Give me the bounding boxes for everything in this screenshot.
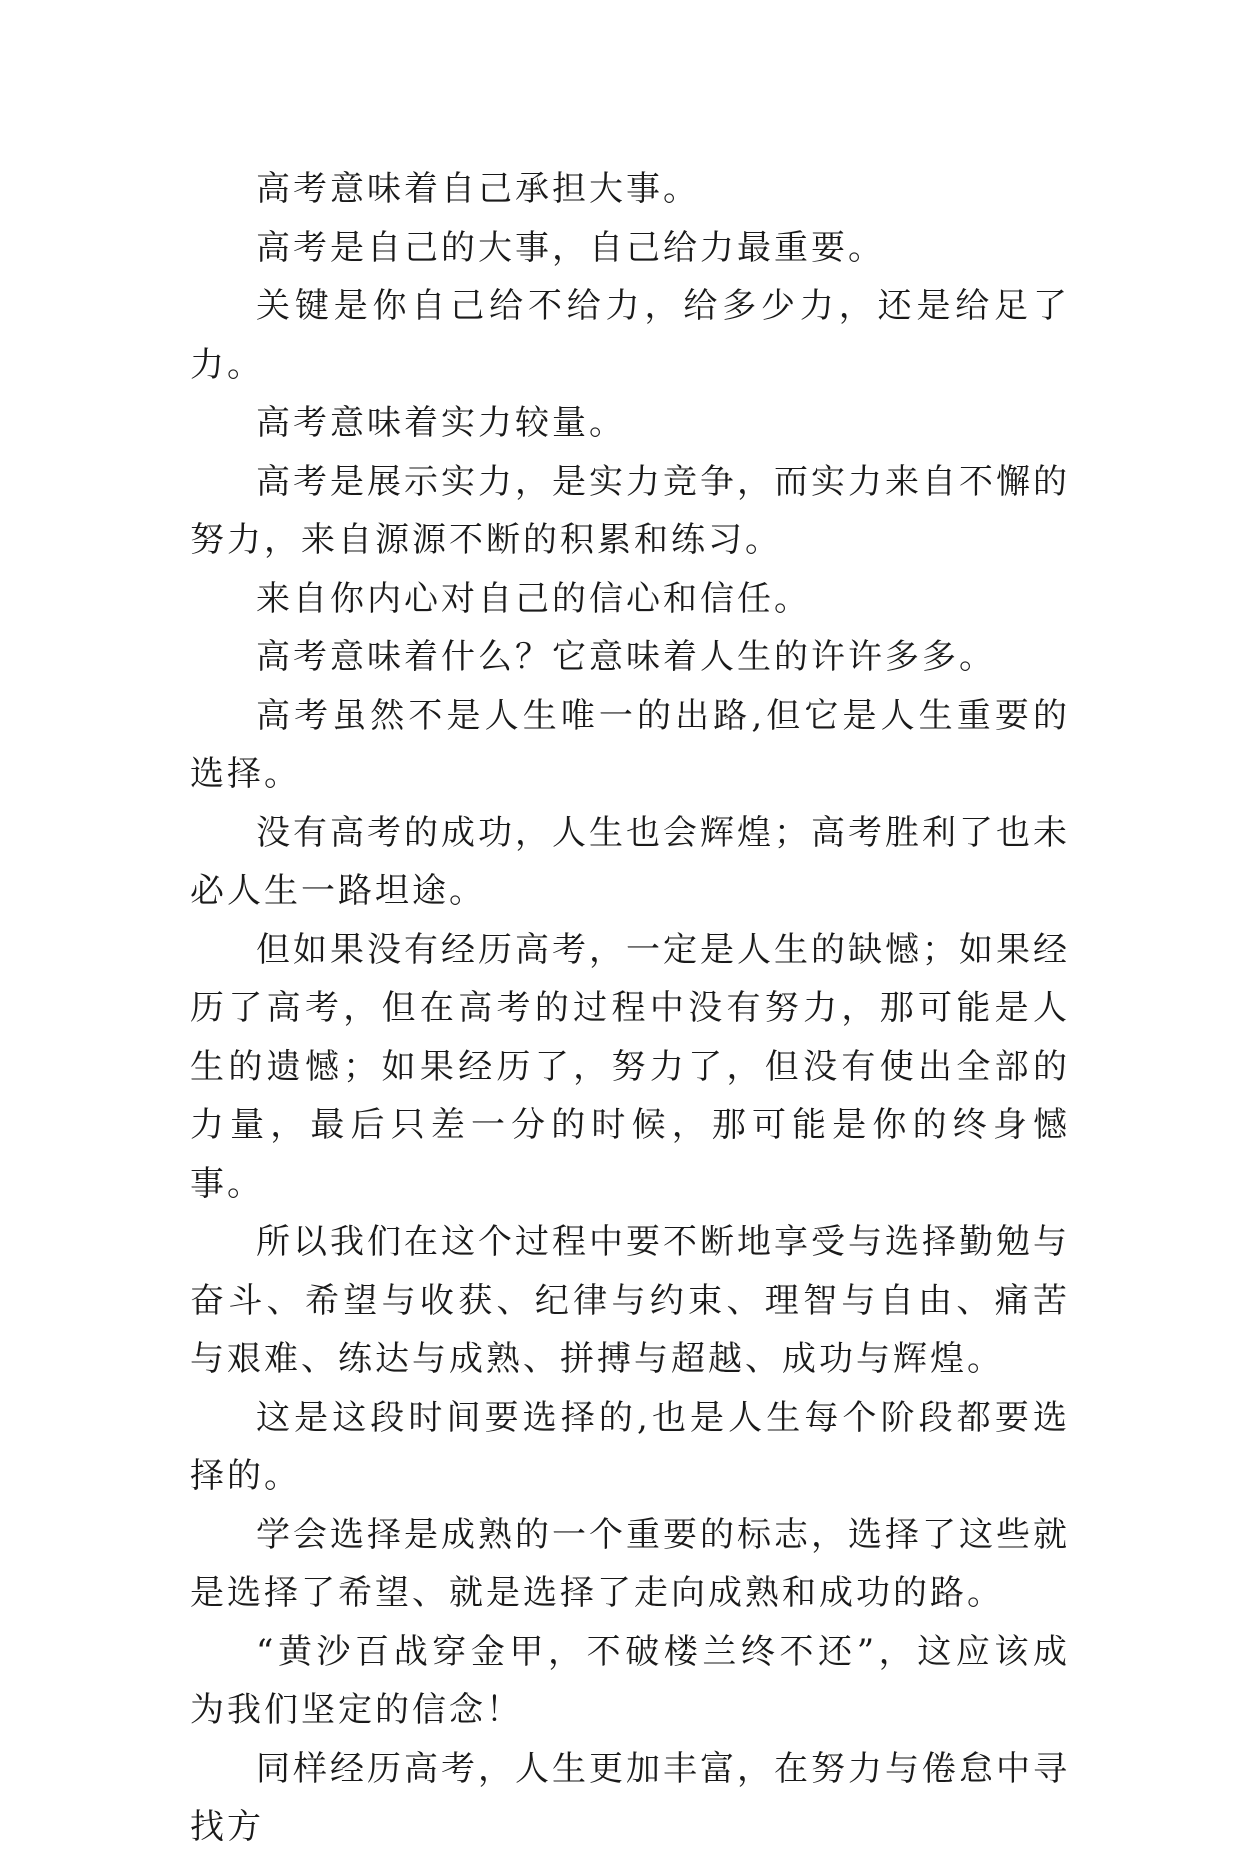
paragraph: 来自你内心对自己的信心和信任。 <box>256 578 811 619</box>
paragraph: 学会选择是成熟的一个重要的标志，选择了这些就是选择了希望、就是选择了走向成熟和成功的路。 <box>190 1514 1070 1613</box>
paragraph: 高考是展示实力，是实力竞争，而实力来自不懈的努力，来自源源不断的积累和练习。 <box>190 461 1070 560</box>
paragraph: 高考虽然不是人生唯一的出路,但它是人生重要的选择。 <box>190 695 1070 794</box>
paragraph: 高考意味着实力较量。 <box>256 403 626 443</box>
paragraph: 高考是自己的大事，自己给力最重要。 <box>256 227 885 268</box>
document-body <box>190 160 1070 1857</box>
paragraph: 所以我们在这个过程中要不断地享受与选择勤勉与奋斗、希望与收获、纪律与约束、理智与自由、痛苦与艰难、练达与成熟、拼搏与超越、成功与辉煌。 <box>190 1222 1070 1379</box>
paragraph: 高考意味着什么？它意味着人生的许许多多。 <box>256 637 996 677</box>
paragraph: “黄沙百战穿金甲，不破楼兰终不还”，这应该成为我们坚定的信念！ <box>190 1631 1070 1730</box>
paragraph: 没有高考的成功，人生也会辉煌；高考胜利了也未必人生一路坦途。 <box>190 812 1070 911</box>
paragraph: 关键是你自己给不给力，给多少力，还是给足了力。 <box>190 286 1070 385</box>
paragraph: 这是这段时间要选择的,也是人生每个阶段都要选择的。 <box>190 1397 1070 1496</box>
paragraph: 同样经历高考，人生更加丰富，在努力与倦怠中寻找方 <box>190 1748 1070 1847</box>
paragraph: 但如果没有经历高考，一定是人生的缺憾；如果经历了高考，但在高考的过程中没有努力，那可能是人生的遗憾；如果经历了，努力了，但没有使出全部的力量，最后只差一分的时候，那可能是你的终身憾事。 <box>190 929 1070 1204</box>
paragraph: 高考意味着自己承担大事。 <box>256 169 700 209</box>
